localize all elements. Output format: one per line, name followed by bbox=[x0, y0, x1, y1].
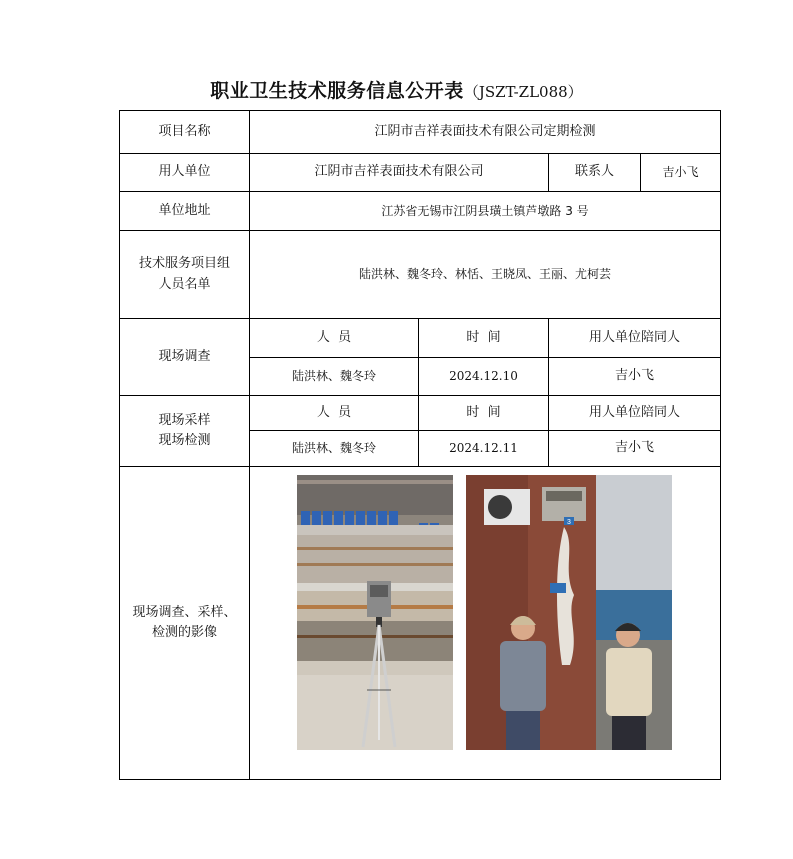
row-project-name bbox=[120, 111, 721, 154]
photo-staff-at-gate bbox=[466, 475, 672, 750]
row-address bbox=[120, 192, 721, 231]
survey-header-escort: 用人单位陪同人 bbox=[549, 319, 721, 358]
sampling-header-escort: 用人单位陪同人 bbox=[549, 396, 721, 431]
sampling-label bbox=[120, 396, 250, 467]
contact-value: 吉小飞 bbox=[641, 154, 721, 192]
row-sampling-header bbox=[120, 396, 721, 431]
row-images bbox=[120, 467, 721, 780]
employer-label: 用人单位 bbox=[120, 154, 250, 192]
images-label-line2: 检测的影像 bbox=[151, 625, 217, 640]
sampling-personnel: 陆洪林、魏冬玲 bbox=[250, 431, 419, 467]
project-name-value: 江阴市吉祥表面技术有限公司定期检测 bbox=[250, 111, 721, 154]
tripod-photo-image bbox=[297, 475, 453, 750]
sampling-label-line2: 现场检测 bbox=[158, 433, 211, 448]
info-table bbox=[119, 110, 721, 780]
title-code: （JSZT-ZL088） bbox=[463, 83, 583, 101]
row-team bbox=[120, 231, 721, 319]
gate-photo-image bbox=[466, 475, 672, 750]
address-label: 单位地址 bbox=[120, 192, 250, 231]
title-main: 职业卫生技术服务信息公开表 bbox=[210, 80, 464, 102]
sampling-header-personnel: 人 员 bbox=[250, 396, 419, 431]
survey-date: 2024.12.10 bbox=[419, 358, 549, 396]
project-name-label: 项目名称 bbox=[120, 111, 250, 154]
images-label bbox=[120, 467, 250, 780]
row-survey-header bbox=[120, 319, 721, 358]
contact-label: 联系人 bbox=[549, 154, 641, 192]
team-label-line2: 人员名单 bbox=[158, 276, 211, 292]
team-label bbox=[120, 231, 250, 319]
page-title bbox=[0, 76, 793, 103]
team-value: 陆洪林、魏冬玲、林恬、王晓凤、王丽、尤柯芸 bbox=[250, 231, 721, 319]
photo-instrument-tripod bbox=[297, 475, 453, 750]
door-number-sign: 3 bbox=[567, 519, 571, 526]
sampling-escort: 吉小飞 bbox=[549, 431, 721, 467]
sampling-date: 2024.12.11 bbox=[419, 431, 549, 467]
images-cell bbox=[250, 467, 721, 780]
survey-header-personnel: 人 员 bbox=[250, 319, 419, 358]
sampling-header-time: 时 间 bbox=[419, 396, 549, 431]
team-label-line1: 技术服务项目组 bbox=[138, 256, 230, 272]
address-value: 江苏省无锡市江阴县璜土镇芦墩路 3 号 bbox=[250, 192, 721, 231]
survey-label: 现场调查 bbox=[120, 319, 250, 396]
images-label-line1: 现场调查、采样、 bbox=[132, 604, 237, 620]
survey-personnel: 陆洪林、魏冬玲 bbox=[250, 358, 419, 396]
employer-value: 江阴市吉祥表面技术有限公司 bbox=[250, 154, 549, 192]
row-employer bbox=[120, 154, 721, 192]
survey-escort: 吉小飞 bbox=[549, 358, 721, 396]
sampling-label-line1: 现场采样 bbox=[158, 412, 211, 428]
survey-header-time: 时 间 bbox=[419, 319, 549, 358]
